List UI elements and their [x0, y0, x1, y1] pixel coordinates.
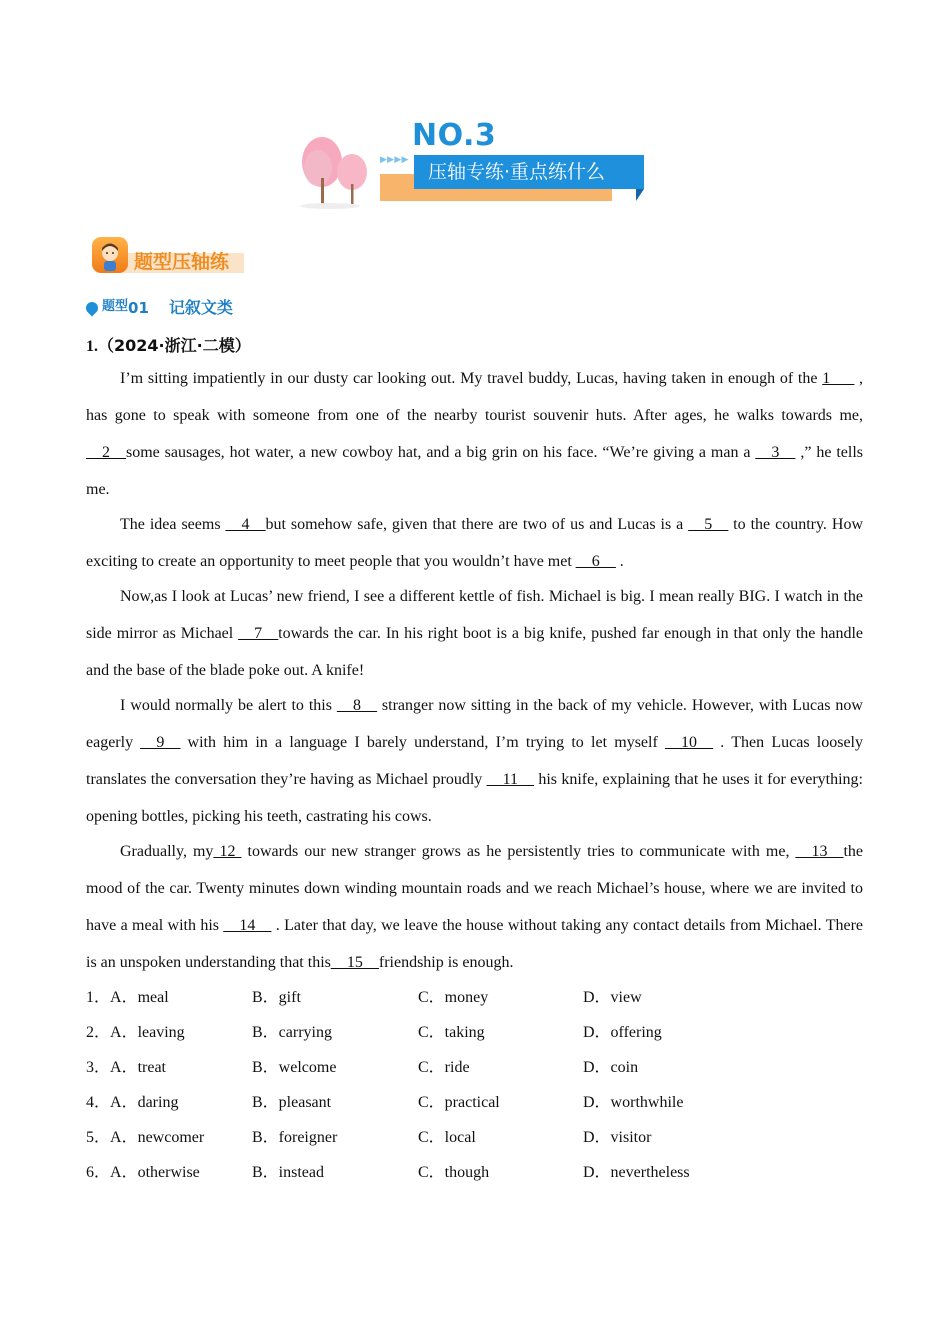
text: to the country. How exciting to create an opportunity to meet people that you wouldn’t have met	[86, 516, 864, 570]
blank-12: 12	[213, 843, 242, 860]
blank-5: __5__	[688, 516, 729, 533]
option-b[interactable]: B．foreigner	[252, 1129, 338, 1146]
option-row-5	[86, 1120, 863, 1155]
option-d[interactable]: D．offering	[583, 1024, 662, 1041]
paragraph-1	[86, 360, 863, 508]
text: I would normally be alert to this	[120, 697, 337, 714]
option-c[interactable]: C．though	[418, 1164, 490, 1181]
text: , has gone to speak with someone from one of the nearby tourist souvenir huts. After ages, he walks towards me,	[86, 370, 863, 424]
blank-4: __4__	[225, 516, 266, 533]
blank-6: __6__	[575, 553, 616, 570]
question-type-title: 记叙文类	[168, 298, 233, 317]
blank-8: __8__	[336, 697, 377, 714]
blank-15: __15__	[330, 954, 379, 971]
paragraph-4	[86, 687, 863, 835]
blank-1: 1___	[822, 370, 855, 387]
question-source: （2024·浙江·二模）	[98, 336, 251, 355]
text: I’m sitting impatiently in our dusty car looking out. My travel buddy, Lucas, having taken in enough of the	[120, 370, 823, 387]
option-number: 5．A．newcomer	[86, 1129, 205, 1146]
question-type-label: 题型	[102, 299, 129, 314]
option-b[interactable]: B．carrying	[252, 1024, 332, 1041]
option-row-6	[86, 1155, 863, 1190]
question-number: 1.	[86, 338, 98, 355]
text: . Later that day, we leave the house without taking any contact details from Michael. There is an unspoken understanding that this	[86, 917, 864, 971]
option-a[interactable]: A．leaving	[110, 1024, 185, 1041]
question-heading	[86, 333, 251, 356]
text: his knife, explaining that he uses it for everything: opening bottles, picking his teeth, castrating his cows.	[86, 771, 863, 825]
section-title: 题型压轴练	[134, 251, 230, 273]
option-c[interactable]: C．taking	[418, 1024, 485, 1041]
trees-illustration	[296, 134, 372, 210]
option-d[interactable]: D．visitor	[583, 1129, 652, 1146]
option-row-4	[86, 1085, 863, 1120]
blank-13: __13__	[795, 843, 844, 860]
option-row-1	[86, 980, 863, 1015]
option-a[interactable]: A．daring	[110, 1094, 179, 1111]
option-row-2	[86, 1015, 863, 1050]
option-c[interactable]: C．local	[418, 1129, 476, 1146]
passage	[86, 360, 863, 979]
option-b[interactable]: B．gift	[252, 989, 301, 1006]
text: . Then Lucas loosely translates the conversation they’re having as Michael proudly	[86, 734, 863, 788]
location-pin-icon	[84, 300, 101, 317]
option-d[interactable]: D．nevertheless	[583, 1164, 690, 1181]
option-a[interactable]: A．meal	[110, 989, 169, 1006]
banner-number: NO.3	[412, 118, 497, 153]
text: Now,as I look at Lucas’ new friend, I see a different kettle of fish. Michael is big. I mean really BIG. I watch in the side mirror as Michael	[86, 588, 863, 642]
paragraph-5	[86, 833, 863, 981]
blank-10: __10__	[665, 734, 714, 751]
banner-fold	[636, 189, 644, 201]
text: towards our new stranger grows as he persistently tries to communicate with me,	[241, 843, 796, 860]
option-number: 1．A．meal	[86, 989, 169, 1006]
section-badge	[92, 237, 252, 277]
option-d[interactable]: D．worthwhile	[583, 1094, 684, 1111]
text: towards the car. In his right boot is a big knife, pushed far enough in that only the handle and the base of the blade poke out. A knife!	[86, 625, 863, 679]
option-number: 2．A．leaving	[86, 1024, 185, 1041]
text: some sausages, hot water, a new cowboy hat, and a big grin on his face. “We’re giving a man a	[126, 444, 756, 461]
text: stranger now sitting in the back of my vehicle. However, with Lucas now eagerly	[86, 697, 863, 751]
option-b[interactable]: B．welcome	[252, 1059, 337, 1076]
option-c[interactable]: C．money	[418, 989, 489, 1006]
paragraph-2	[86, 506, 863, 580]
blank-3: __3__	[755, 444, 796, 461]
banner-subtitle: 压轴专练·重点练什么	[414, 155, 644, 189]
student-avatar-icon	[92, 237, 128, 273]
text: ,” he tells me.	[86, 444, 864, 498]
question-type-heading	[86, 295, 233, 318]
arrows-decoration: ▶ ▶ ▶ ▶	[380, 154, 408, 164]
text: friendship is enough.	[378, 954, 514, 971]
blank-7: __7__	[238, 625, 279, 642]
blank-2: __2__	[86, 444, 126, 461]
question-type-number: 01	[128, 299, 149, 317]
text: with him in a language I barely understand, I’m trying to let myself	[180, 734, 666, 751]
option-d[interactable]: D．coin	[583, 1059, 639, 1076]
option-row-3	[86, 1050, 863, 1085]
answer-options	[86, 980, 863, 1190]
option-a[interactable]: A．otherwise	[110, 1164, 200, 1181]
option-b[interactable]: B．pleasant	[252, 1094, 332, 1111]
option-d[interactable]: D．view	[583, 989, 642, 1006]
option-number: 6．A．otherwise	[86, 1164, 200, 1181]
blank-14: __14__	[223, 917, 272, 934]
text: but somehow safe, given that there are two of us and Lucas is a	[265, 516, 689, 533]
option-number: 4．A．daring	[86, 1094, 179, 1111]
paragraph-3	[86, 578, 863, 689]
text: Gradually, my	[120, 843, 214, 860]
text: The idea seems	[120, 516, 226, 533]
text: the mood of the car. Twenty minutes down winding mountain roads and we reach Michael’s house, where we are invited to have a meal with his	[86, 843, 864, 934]
blank-9: __9__	[140, 734, 181, 751]
option-c[interactable]: C．practical	[418, 1094, 500, 1111]
option-number: 3．A．treat	[86, 1059, 166, 1076]
blank-11: __11__	[486, 771, 535, 788]
header-banner	[296, 118, 656, 210]
option-a[interactable]: A．treat	[110, 1059, 166, 1076]
option-b[interactable]: B．instead	[252, 1164, 324, 1181]
option-c[interactable]: C．ride	[418, 1059, 470, 1076]
text: .	[615, 553, 624, 570]
option-a[interactable]: A．newcomer	[110, 1129, 205, 1146]
